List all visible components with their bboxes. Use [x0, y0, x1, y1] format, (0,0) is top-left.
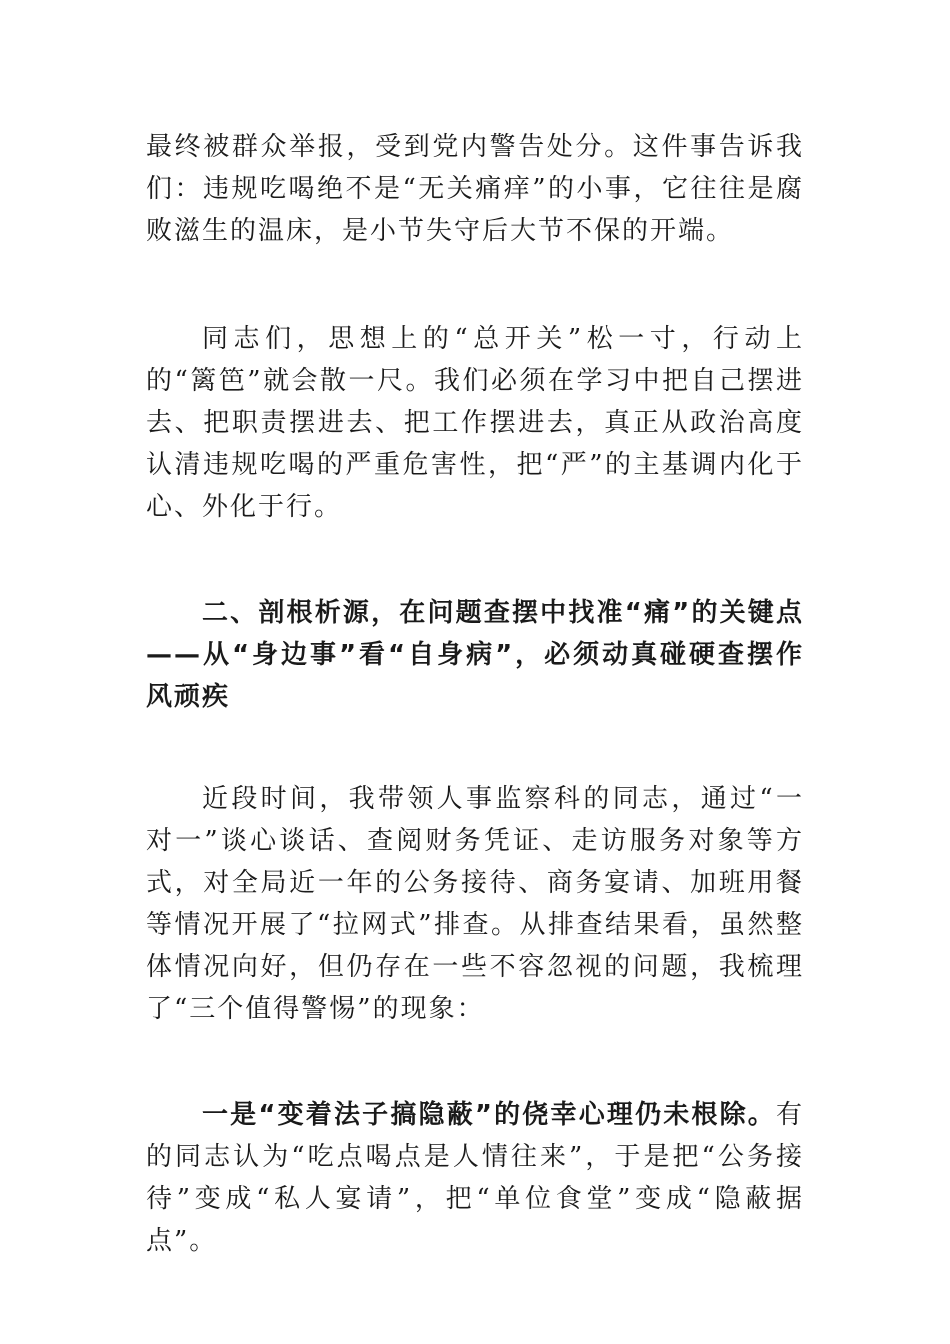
paragraph-investigation: 近段时间，我带领人事监察科的同志，通过“一对一”谈心谈话、查阅财务凭证、走访服务对象等方式，对全局近一年的公务接待、商务宴请、加班用餐等情况开展了“拉网式”排查。从排查结果看，虽然整体情况向好，但仍存在一些不容忽视的问题，我梳理了“三个值得警惕”的现象：: [146, 784, 804, 1024]
issue-1-body: 有的同志认为“吃点喝点是人情往来”，于是把“公务接待”变成“私人宴请”，把“单位食堂”变成“隐蔽据点”。: [146, 1100, 804, 1256]
section-heading-2: 二、剖根析源，在问题查摆中找准“痛”的关键点——从“身边事”看“自身病”，必须动真碰硬查摆作风顽疾: [146, 598, 804, 712]
document-body: [146, 126, 804, 1262]
paragraph-thought-switch: 同志们，思想上的“总开关”松一寸，行动上的“篱笆”就会散一尺。我们必须在学习中把自己摆进去、把职责摆进去、把工作摆进去，真正从政治高度认清违规吃喝的严重危害性，把“严”的主基调内化于心、外化于行。: [146, 324, 804, 522]
paragraph-issue-1: [146, 1094, 804, 1262]
paragraph-case-conclusion: 最终被群众举报，受到党内警告处分。这件事告诉我们：违规吃喝绝不是“无关痛痒”的小事，它往往是腐败滋生的温床，是小节失守后大节不保的开端。: [146, 132, 804, 246]
issue-1-lead: 一是“变着法子搞隐蔽”的侥幸心理仍未根除。: [202, 1100, 776, 1130]
